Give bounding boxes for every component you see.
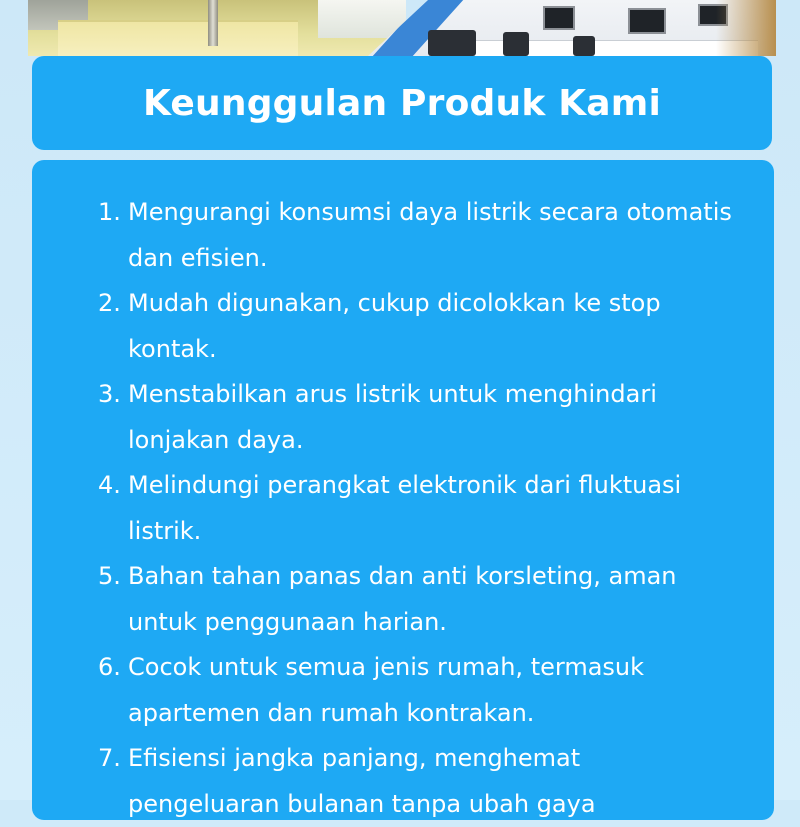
benefit-number: 5. — [98, 562, 121, 590]
office-photo — [368, 0, 776, 56]
benefit-item — [98, 463, 774, 554]
benefit-item — [98, 190, 774, 281]
benefit-number: 3. — [98, 380, 121, 408]
benefit-text: Cocok untuk semua jenis rumah, termasuk apartemen dan rumah kontrakan. — [128, 653, 645, 727]
benefit-text: Melindungi perangkat elektronik dari fluktuasi listrik. — [128, 471, 682, 545]
benefit-item — [98, 736, 774, 827]
benefit-item — [98, 645, 774, 736]
benefit-text: Mengurangi konsumsi daya listrik secara otomatis dan efisien. — [128, 198, 732, 272]
kitchen-photo — [28, 0, 406, 56]
benefit-item — [98, 554, 774, 645]
benefit-number: 6. — [98, 653, 121, 681]
benefit-number: 4. — [98, 471, 121, 499]
benefit-text: Efisiensi jangka panjang, menghemat pengeluaran bulanan tanpa ubah gaya — [128, 744, 596, 818]
benefit-text: Menstabilkan arus listrik untuk menghindari lonjakan daya. — [128, 380, 657, 454]
benefit-item — [98, 372, 774, 463]
title-banner — [32, 56, 772, 150]
benefit-number: 1. — [98, 198, 121, 226]
benefit-text: Mudah digunakan, cukup dicolokkan ke stop kontak. — [128, 289, 661, 363]
benefit-text: Bahan tahan panas dan anti korsleting, aman untuk penggunaan harian. — [128, 562, 677, 636]
header-photos — [28, 0, 776, 56]
page-title: Keunggulan Produk Kami — [142, 82, 662, 124]
benefits-panel — [32, 160, 774, 820]
benefit-number: 7. — [98, 744, 121, 772]
benefit-item — [98, 281, 774, 372]
benefits-list — [32, 160, 774, 827]
benefit-number: 2. — [98, 289, 121, 317]
